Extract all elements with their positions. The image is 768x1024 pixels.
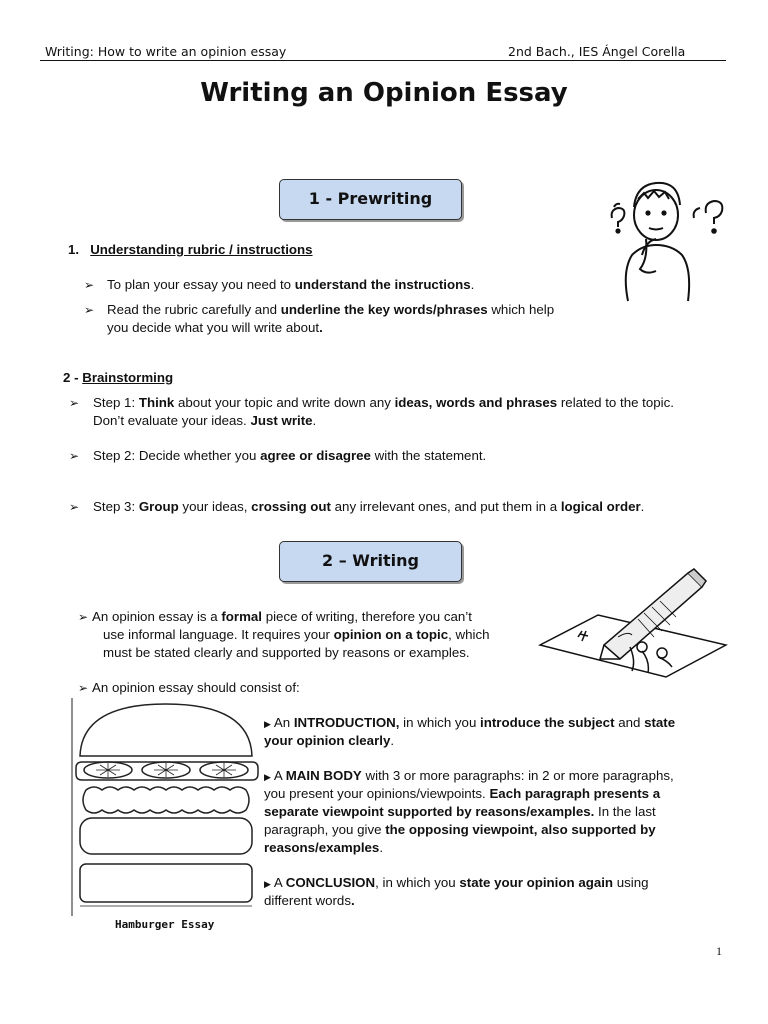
writing-para-1-line2: use informal language. It requires your opinion on a topic, which <box>103 627 490 642</box>
body-line1: ▶ A MAIN BODY with 3 or more paragraphs: in 2 or more paragraphs, <box>264 768 674 783</box>
hamburger-essay-figure <box>70 698 260 920</box>
writing-bullet-2 <box>78 679 88 698</box>
body-line4: paragraph, you give the opposing viewpoint, also supported by <box>264 822 656 837</box>
triangle-bullet-icon: ▶ <box>264 879 271 889</box>
header-right: 2nd Bach., IES Ángel Corella <box>508 44 686 59</box>
body-line5: reasons/examples. <box>264 840 384 855</box>
bullet-2-text: Read the rubric carefully and underline the key words/phrases which help you decide what you will write about. <box>107 302 555 335</box>
intro-line1: ▶ An INTRODUCTION, in which you introduce the subject and state <box>264 715 676 730</box>
bullet-1-text: To plan your essay you need to understand the instructions. <box>107 277 475 292</box>
arrow-bullet-icon: ➢ <box>84 278 95 292</box>
prewriting-box: 1 - Prewriting <box>279 179 462 220</box>
figure-caption: Hamburger Essay <box>115 918 215 931</box>
item2: 2 - Brainstorming <box>63 370 174 385</box>
triangle-bullet-icon: ▶ <box>264 719 271 729</box>
step3-text: Step 3: Group your ideas, crossing out any irrelevant ones, and put them in a logical order. <box>93 499 645 514</box>
intro-line2: your opinion clearly. <box>264 733 395 748</box>
conclusion-line2: different words. <box>264 893 355 908</box>
item1: 1. Understanding rubric / instructions <box>68 242 313 257</box>
body-line3: separate viewpoint supported by reasons/examples. In the last <box>264 804 656 819</box>
header-left: Writing: How to write an opinion essay <box>45 44 287 59</box>
step2-text: Step 2: Decide whether you agree or disagree with the statement. <box>93 448 487 463</box>
body-line2: you present your opinions/viewpoints. Each paragraph presents a <box>264 786 661 801</box>
conclusion-line1: ▶ A CONCLUSION, in which you state your opinion again using <box>264 875 649 890</box>
pencil-illustration <box>538 567 728 679</box>
header-divider <box>40 60 726 61</box>
page-title: Writing an Opinion Essay <box>200 78 568 108</box>
arrow-bullet-icon: ➢ <box>78 610 89 624</box>
writing-bullet-1 <box>78 608 88 627</box>
thinking-person-illustration <box>594 173 732 303</box>
arrow-bullet-icon: ➢ <box>69 449 80 463</box>
page-number: 1 <box>716 944 722 958</box>
arrow-bullet-icon: ➢ <box>84 303 95 317</box>
arrow-bullet-icon: ➢ <box>69 396 80 410</box>
step1-text: Step 1: Think about your topic and write down any ideas, words and phrases related to the topic. Don’t evaluate your ideas. Just write. <box>93 395 674 428</box>
writing-para-2: An opinion essay should consist of: <box>92 680 300 695</box>
writing-box: 2 – Writing <box>279 541 462 582</box>
arrow-bullet-icon: ➢ <box>78 681 89 695</box>
arrow-bullet-icon: ➢ <box>69 500 80 514</box>
bullet-2 <box>84 301 94 320</box>
writing-para-1-line3: must be stated clearly and supported by reasons or examples. <box>103 645 470 660</box>
triangle-bullet-icon: ▶ <box>264 772 271 782</box>
bullet-1 <box>84 276 94 295</box>
writing-para-1-line1: An opinion essay is a formal piece of writing, therefore you can’t <box>92 609 472 624</box>
step3-bullet <box>69 498 79 517</box>
step2-bullet <box>69 447 79 466</box>
step1-bullet <box>69 394 79 413</box>
